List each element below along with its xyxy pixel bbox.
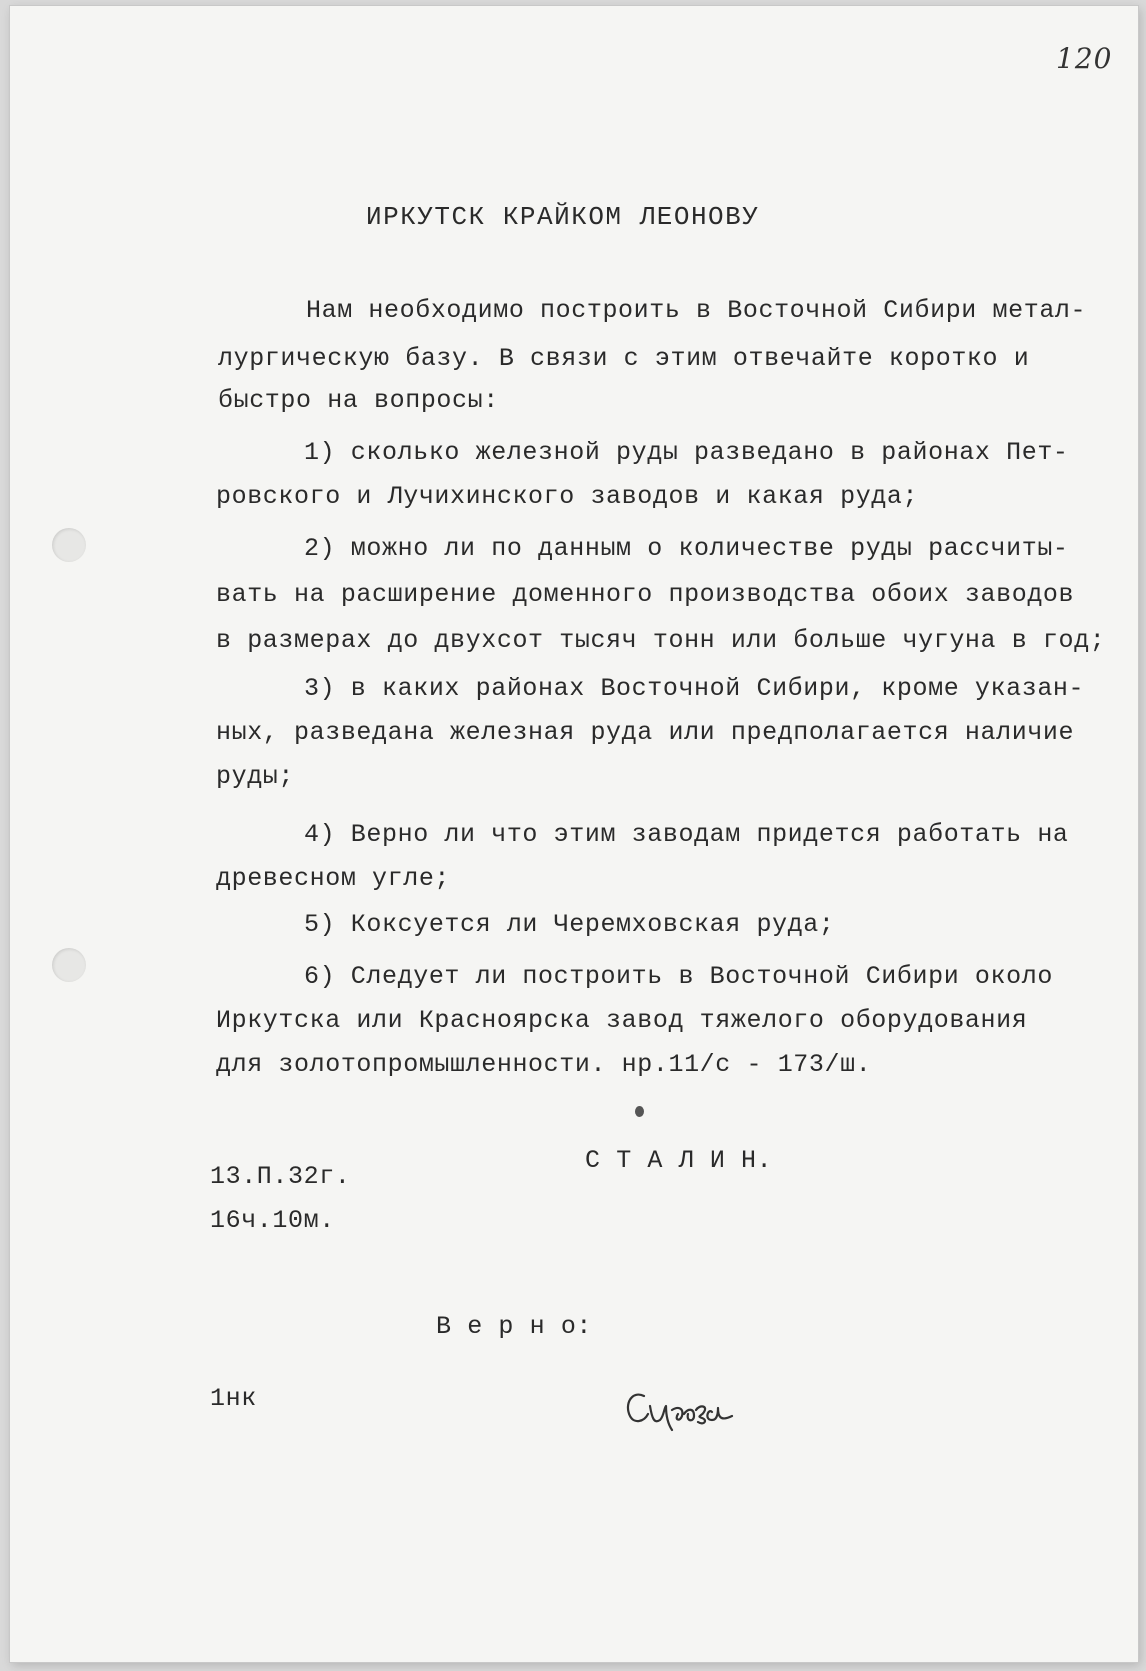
question-line: 2) можно ли по данным о количестве руды рассчиты- [304, 534, 1069, 563]
signature-name: С Т А Л И Н. [585, 1146, 773, 1175]
question-line: руды; [216, 762, 295, 791]
question-line: 4) Верно ли что этим заводам придется работать на [304, 820, 1069, 849]
intro-line-1: Нам необходимо построить в Восточной Сибири метал- [306, 296, 1087, 325]
question-line: ных, разведана железная руда или предполагается наличие [216, 718, 1075, 747]
intro-line-2: лургическую базу. В связи с этим отвечайте коротко и [218, 344, 1030, 373]
question-line: ровского и Лучихинского заводов и какая руда; [216, 482, 919, 511]
question-line: 1) сколько железной руды разведано в районах Пет- [304, 438, 1069, 467]
ink-mark [635, 1106, 644, 1117]
document-heading: ИРКУТСК КРАЙКОМ ЛЕОНОВУ [366, 202, 760, 232]
punch-hole-bottom [52, 948, 86, 982]
question-line: вать на расширение доменного производства обоих заводов [216, 580, 1075, 609]
question-line: 5) Коксуется ли Черемховская руда; [304, 910, 835, 939]
question-line: в размерах до двухсот тысяч тонн или больше чугуна в год; [216, 626, 1106, 655]
certified-label: В е р н о: [436, 1312, 593, 1341]
question-line: для золотопромышленности. нр.11/с - 173/ш. [216, 1050, 872, 1079]
question-line: 3) в каких районах Восточной Сибири, кроме указан- [304, 674, 1085, 703]
question-line: древесном угле; [216, 864, 451, 893]
punch-hole-top [52, 528, 86, 562]
document-sheet [10, 6, 1138, 1662]
document-date: 13.П.32г. [210, 1162, 351, 1191]
question-line: 6) Следует ли построить в Восточной Сибири около [304, 962, 1053, 991]
question-line: Иркутска или Красноярска завод тяжелого оборудования [216, 1006, 1028, 1035]
intro-line-3: быстро на вопросы: [218, 386, 499, 415]
document-time: 16ч.10м. [210, 1206, 335, 1235]
archive-page-number: 120 [1056, 42, 1113, 75]
handwritten-signature [622, 1386, 752, 1446]
footer-code: 1нк [210, 1384, 257, 1413]
